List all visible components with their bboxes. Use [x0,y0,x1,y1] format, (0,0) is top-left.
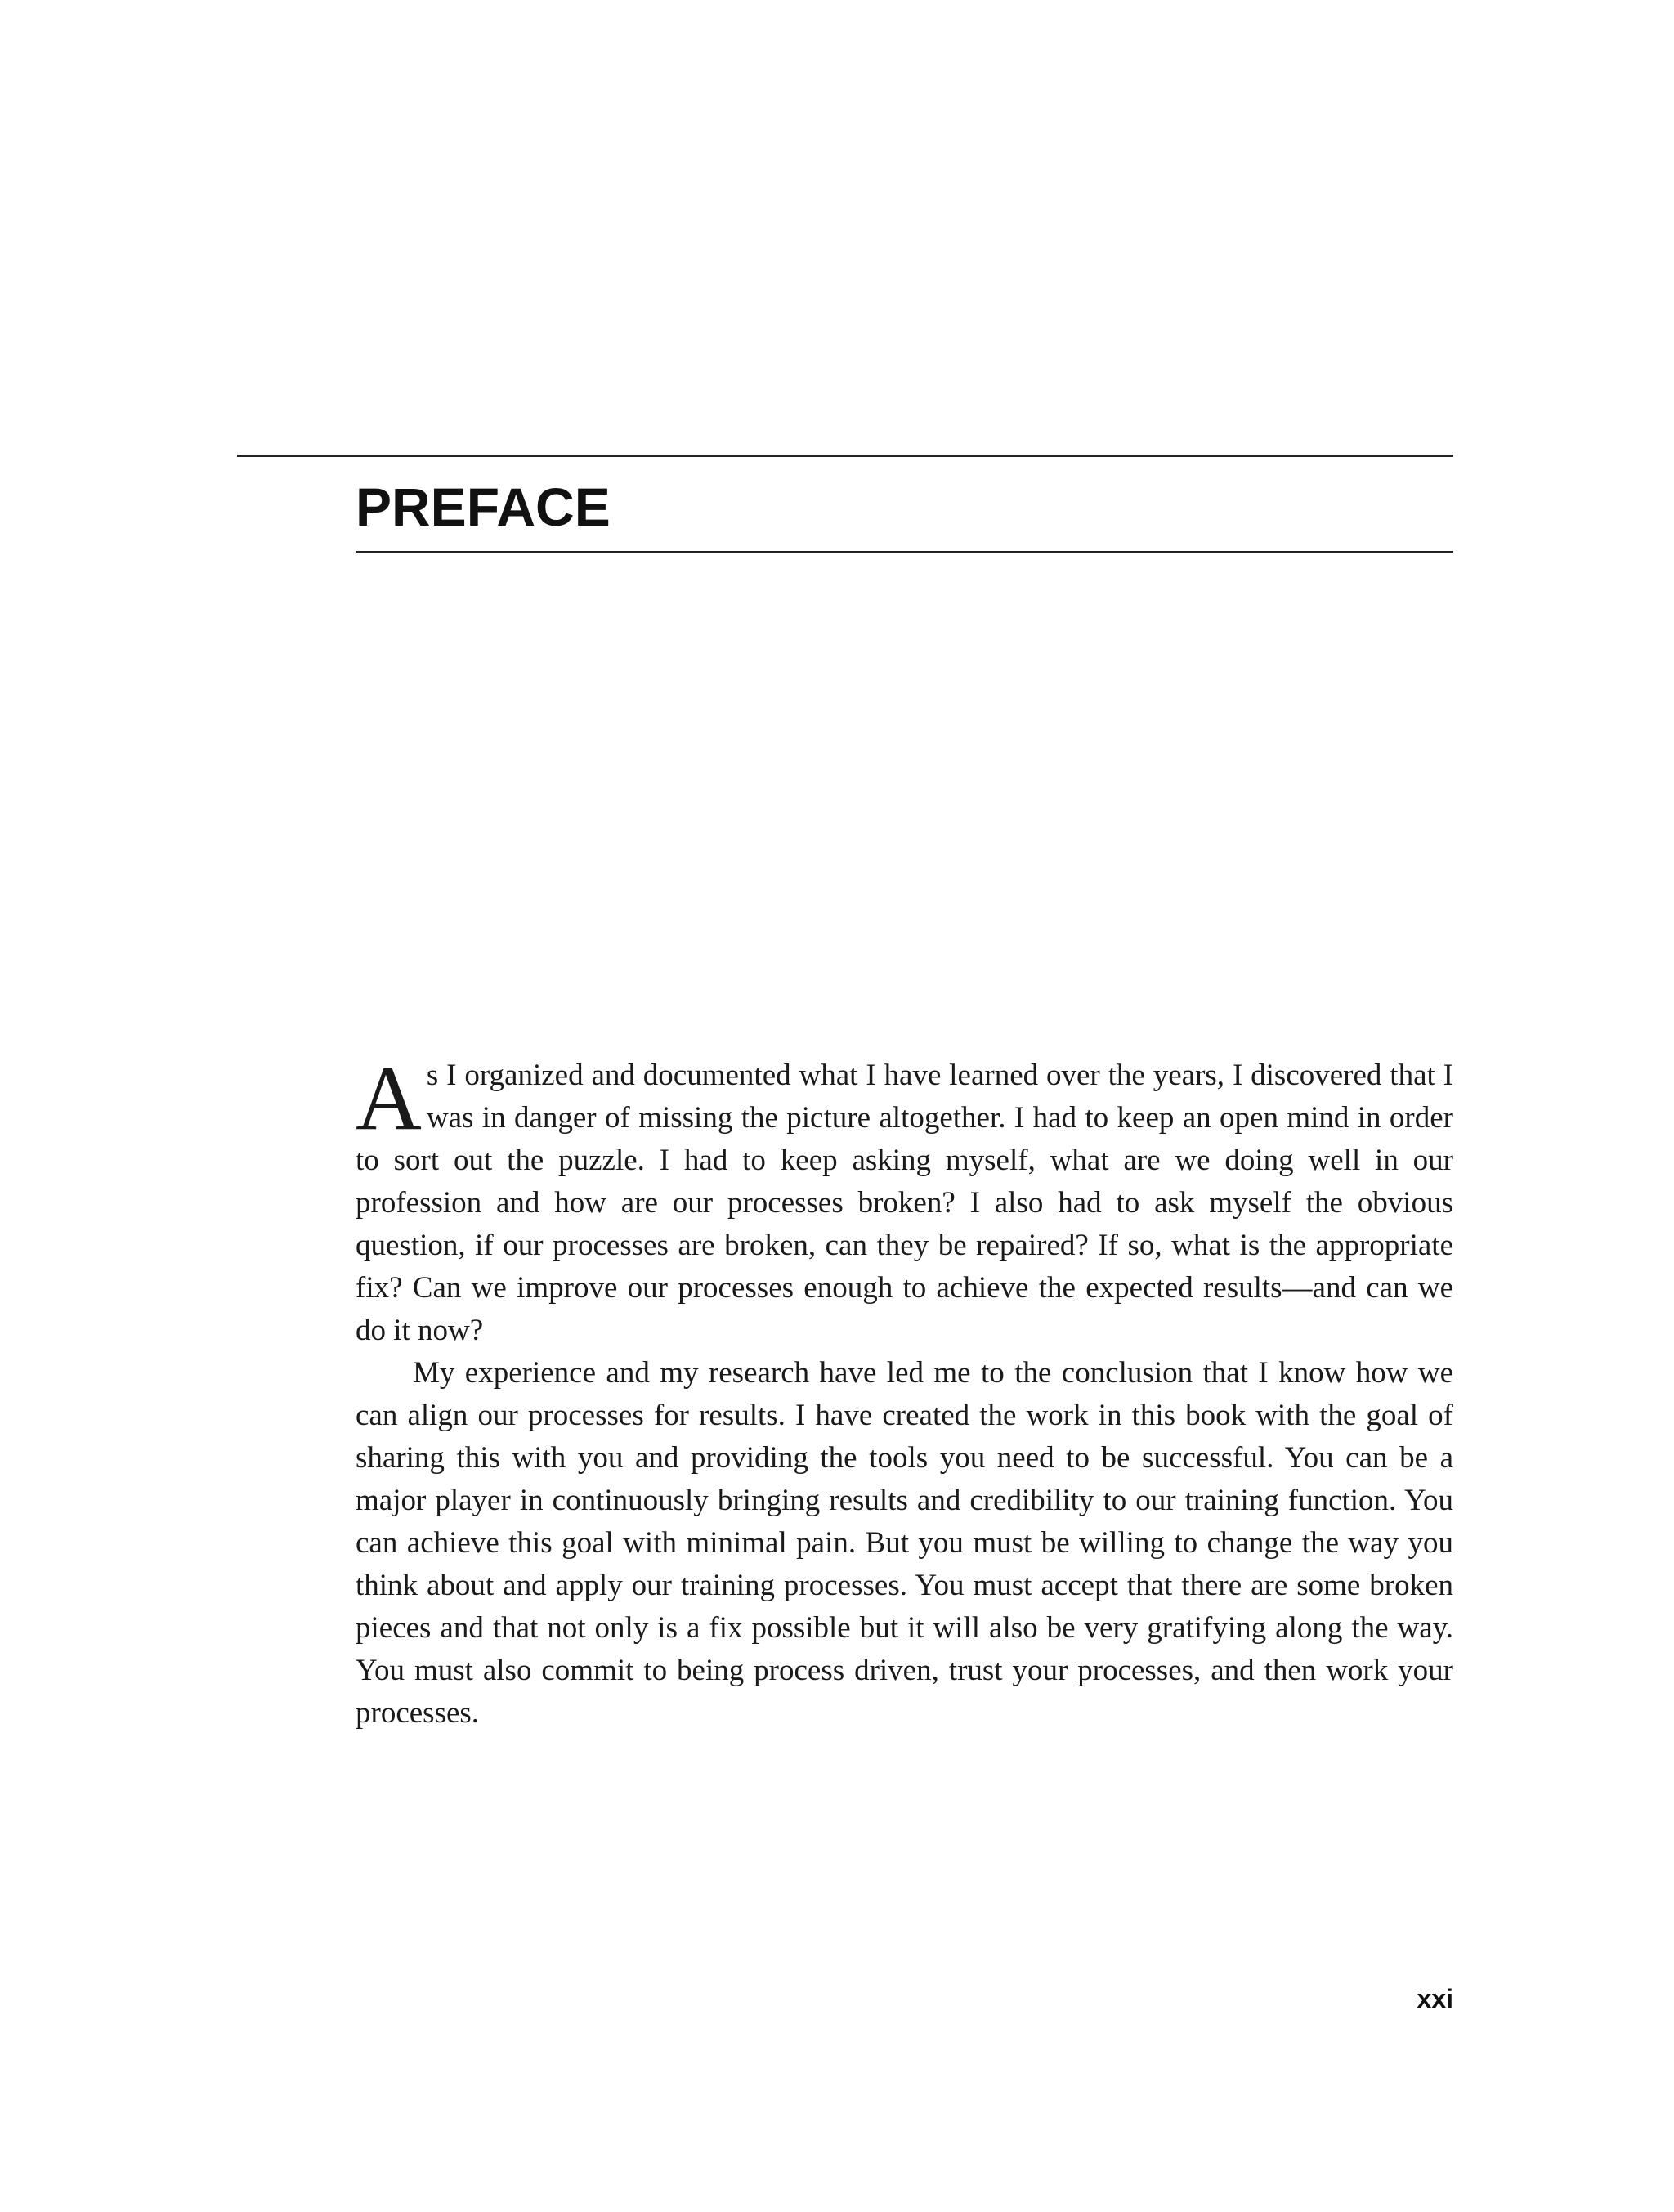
paragraph-1-text: s I organized and documented what I have learned over the years, I discovered that I was in danger of missing the picture altogether. I had to keep an open mind in order to sort out the puzzle. I had to keep asking myself, what are we doing well in our profession and how are our processes broken? I also had to ask myself the obvious question, if our processes are broken, can they be repaired? If so, what is the appropriate fix? Can we improve our processes enough to achieve the expected results—and can we do it now? [356,1059,1453,1347]
paragraph-2: My experience and my research have led me to the conclusion that I know how we can align our processes for results. I have created the work in this book with the goal of sharing this with you and providing the tools you need to be successful. You can be a major player in continuously bringing results and credibility to our training function. You can achieve this goal with minimal pain. But you must be willing to change the way you think about and apply our training processes. You must accept that there are some broken pieces and that not only is a fix possible but it will also be very gratifying along the way. You must also commit to being process driven, trust your processes, and then work your processes. [356,1356,1453,1730]
drop-cap: A [356,1048,422,1149]
chapter-top-rule [237,455,1453,457]
chapter-title: PREFACE [356,477,611,537]
page-number: xxi [1417,1984,1453,2013]
chapter-bottom-rule [356,551,1453,553]
paragraph-1 [356,1048,1453,1352]
body-text [356,1048,1453,1735]
